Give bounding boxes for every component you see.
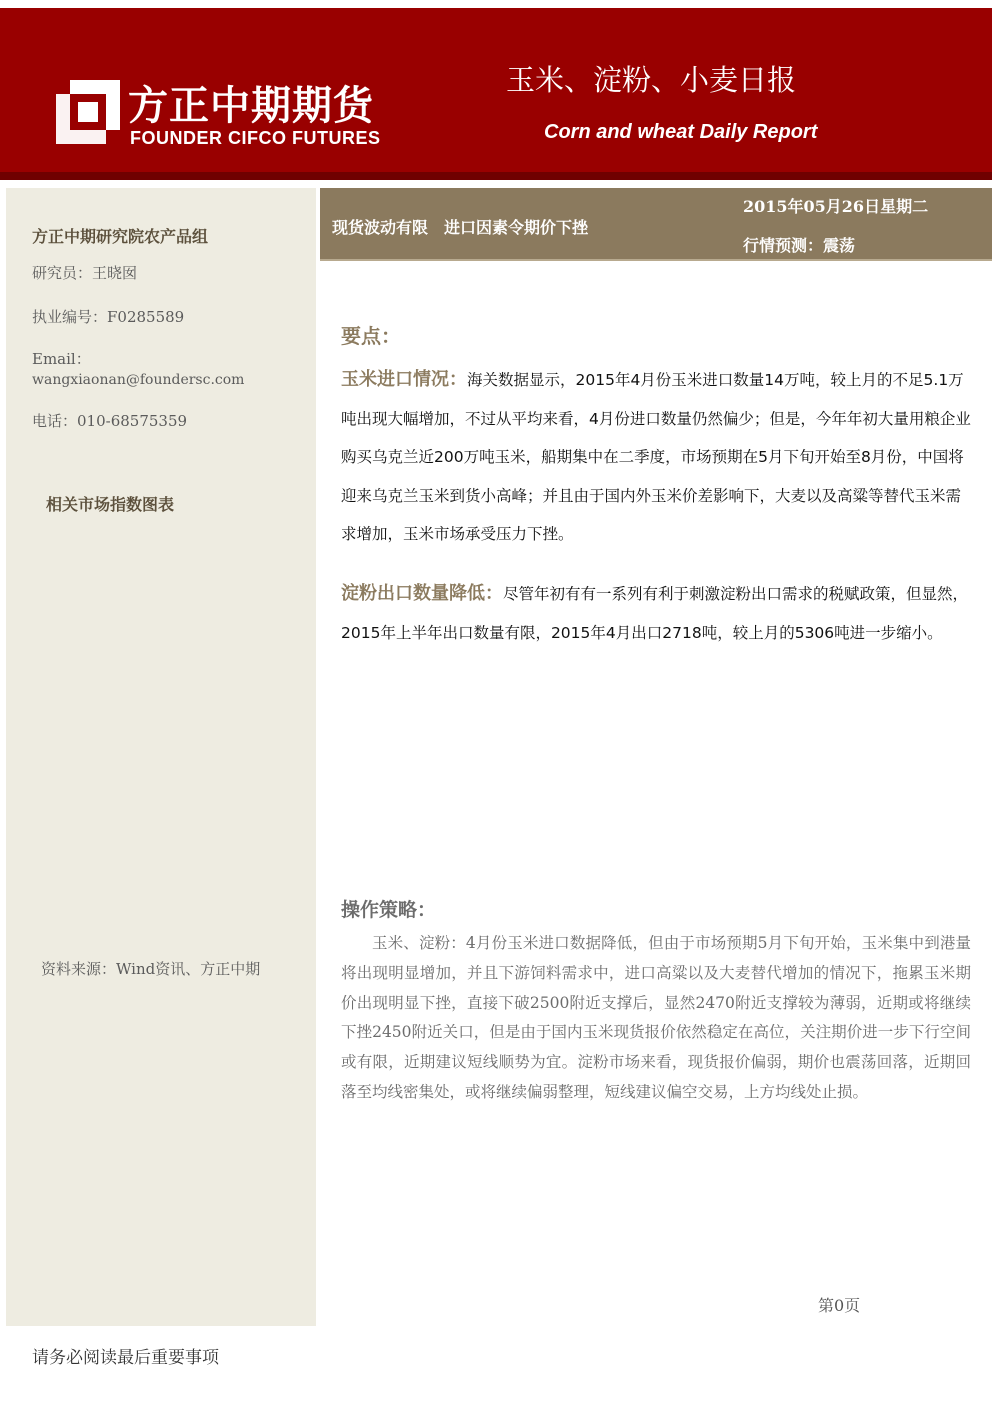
research-group: 方正中期研究院农产品组 bbox=[32, 227, 209, 246]
related-charts-heading: 相关市场指数图表 bbox=[46, 495, 175, 514]
data-source: 资料来源：Wind资讯、方正中期 bbox=[41, 960, 261, 978]
headline: 现货波动有限 进口因素令期价下挫 bbox=[332, 218, 589, 237]
email-label: Email： bbox=[32, 350, 91, 368]
sidebar bbox=[6, 188, 316, 1326]
brand-name-en: FOUNDER CIFCO FUTURES bbox=[130, 128, 381, 148]
disclaimer-notice: 请务必阅读最后重要事项 bbox=[32, 1348, 219, 1368]
corn-import-lead: 玉米进口情况： bbox=[341, 369, 467, 390]
report-title-cn: 玉米、淀粉、小麦日报 bbox=[506, 63, 797, 97]
license-number: 执业编号：F0285589 bbox=[32, 308, 185, 326]
strategy-body: 玉米、淀粉：4月份玉米进口数据降低，但由于市场预期5月下旬开始，玉米集中到港量将出现明显增加，并且下游饲料需求中，进口高粱以及大麦替代增加的情况下，拖累玉米期价出现明显下挫，直接下破2500附近支撑后，显然2470附近支撑较为薄弱，近期或将继续下挫2450附近关口，但是由于国内玉米现货报价依然稳定在高位，关注期价进一步下行空间或有限，近期建议短线顺势为宜。淀粉市场来看，现货报价偏弱，期价也震荡回落，近期回落至均线密集处，或将继续偏弱整理，短线建议偏空交易，上方均线处止损。 bbox=[341, 934, 971, 1101]
starch-export-paragraph bbox=[341, 575, 971, 652]
researcher: 研究员：王晓囡 bbox=[32, 264, 138, 282]
strategy-heading: 操作策略： bbox=[341, 899, 437, 921]
page-number: 第0页 bbox=[818, 1296, 861, 1315]
report-date: 2015年05月26日星期二 bbox=[743, 197, 929, 216]
headline-banner bbox=[320, 188, 992, 259]
starch-export-lead: 淀粉出口数量降低： bbox=[341, 583, 503, 604]
email-address[interactable]: wangxiaonan@foundersc.com bbox=[32, 372, 245, 388]
phone: 电话：010-68575359 bbox=[32, 412, 188, 430]
starch-export-body: 尽管年初有有一系列有利于刺激淀粉出口需求的税赋政策，但显然，2015年上半年出口数量有限，2015年4月出口2718吨，较上月的5306吨进一步缩小。 bbox=[341, 585, 969, 642]
keypoints-heading: 要点： bbox=[341, 324, 401, 348]
brand-name-cn: 方正中期期货 bbox=[128, 83, 374, 129]
company-logo-icon bbox=[56, 80, 120, 144]
corn-import-body: 海关数据显示，2015年4月份玉米进口数量14万吨，较上月的不足5.1万吨出现大幅增加，不过从平均来看，4月份进口数量仍然偏少；但是，今年年初大量用粮企业购买乌克兰近200万吨玉米，船期集中在二季度，市场预期在5月下旬开始至8月份，中国将迎来乌克兰玉米到货小高峰；并且由于国内外玉米价差影响下，大麦以及高粱等替代玉米需求增加，玉米市场承受压力下挫。 bbox=[341, 371, 971, 543]
banner-divider bbox=[320, 259, 992, 261]
market-forecast: 行情预测：震荡 bbox=[743, 236, 856, 255]
report-title-en: Corn and wheat Daily Report bbox=[544, 121, 818, 143]
corn-import-paragraph bbox=[341, 361, 971, 554]
header-divider bbox=[0, 172, 992, 180]
